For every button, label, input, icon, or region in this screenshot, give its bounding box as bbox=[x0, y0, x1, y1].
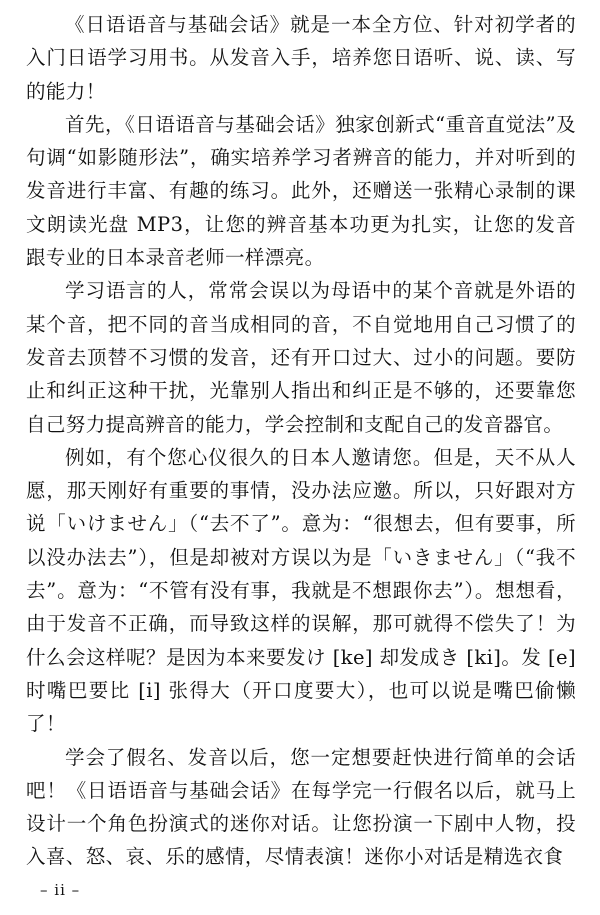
page-number: – ii – bbox=[40, 881, 81, 899]
paragraph-conversation: 学会了假名、发音以后，您一定想要赶快进行简单的会话吧！《日语语音与基础会话》在每学完一行假名以后，就马上设计一个角色扮演式的迷你对话。让您扮演一下剧中人物，投入喜、怒、哀、乐的感情，尽情表演！迷你小对话是精选衣食 bbox=[26, 745, 576, 869]
paragraph-learners: 学习语言的人，常常会误以为母语中的某个音就是外语的某个音，把不同的音当成相同的音，不自觉地用自己习惯了的发音去顶替不习惯的发音，还有开口过大、过小的问题。要防止和纠正这种干扰，光靠别人指出和纠正是不够的，还要靠您自己努力提高辨音的能力，学会控制和支配自己的发音器官。 bbox=[26, 279, 576, 436]
paragraph-method: 首先，《日语语音与基础会话》独家创新式“重音直觉法”及句调“如影随形法”，确实培养学习者辨音的能力，并对听到的发音进行丰富、有趣的练习。此外，还赠送一张精心录制的课文朗读光盘 MP3，让您的辨音基本功更为扎实，让您的发音跟专业的日本录音老师一样漂亮。 bbox=[26, 112, 576, 270]
document-body bbox=[26, 8, 576, 874]
paragraph-intro: 《日语语音与基础会话》就是一本全方位、针对初学者的入门日语学习用书。从发音入手，培养您日语听、说、读、写的能力！ bbox=[26, 13, 576, 103]
paragraph-example: 例如，有个您心仪很久的日本人邀请您。但是，天不从人愿，那天刚好有重要的事情，没办法应邀。所以，只好跟对方说「いけません」（“去不了”。意为：“很想去，但有要事，所以没办法去”），但是却被对方误以为是「いきません」（“我不去”。意为：“不管有没有事，我就是不想跟你去”）。想想看，由于发音不正确，而导致这样的误解，那可就得不偿失了！为什么会这样呢？是因为本来要发け [ke] 却发成き [ki]。发 [e] 时嘴巴要比 [i] 张得大（开口度要大），也可以说是嘴巴偷懒了！ bbox=[26, 445, 576, 736]
